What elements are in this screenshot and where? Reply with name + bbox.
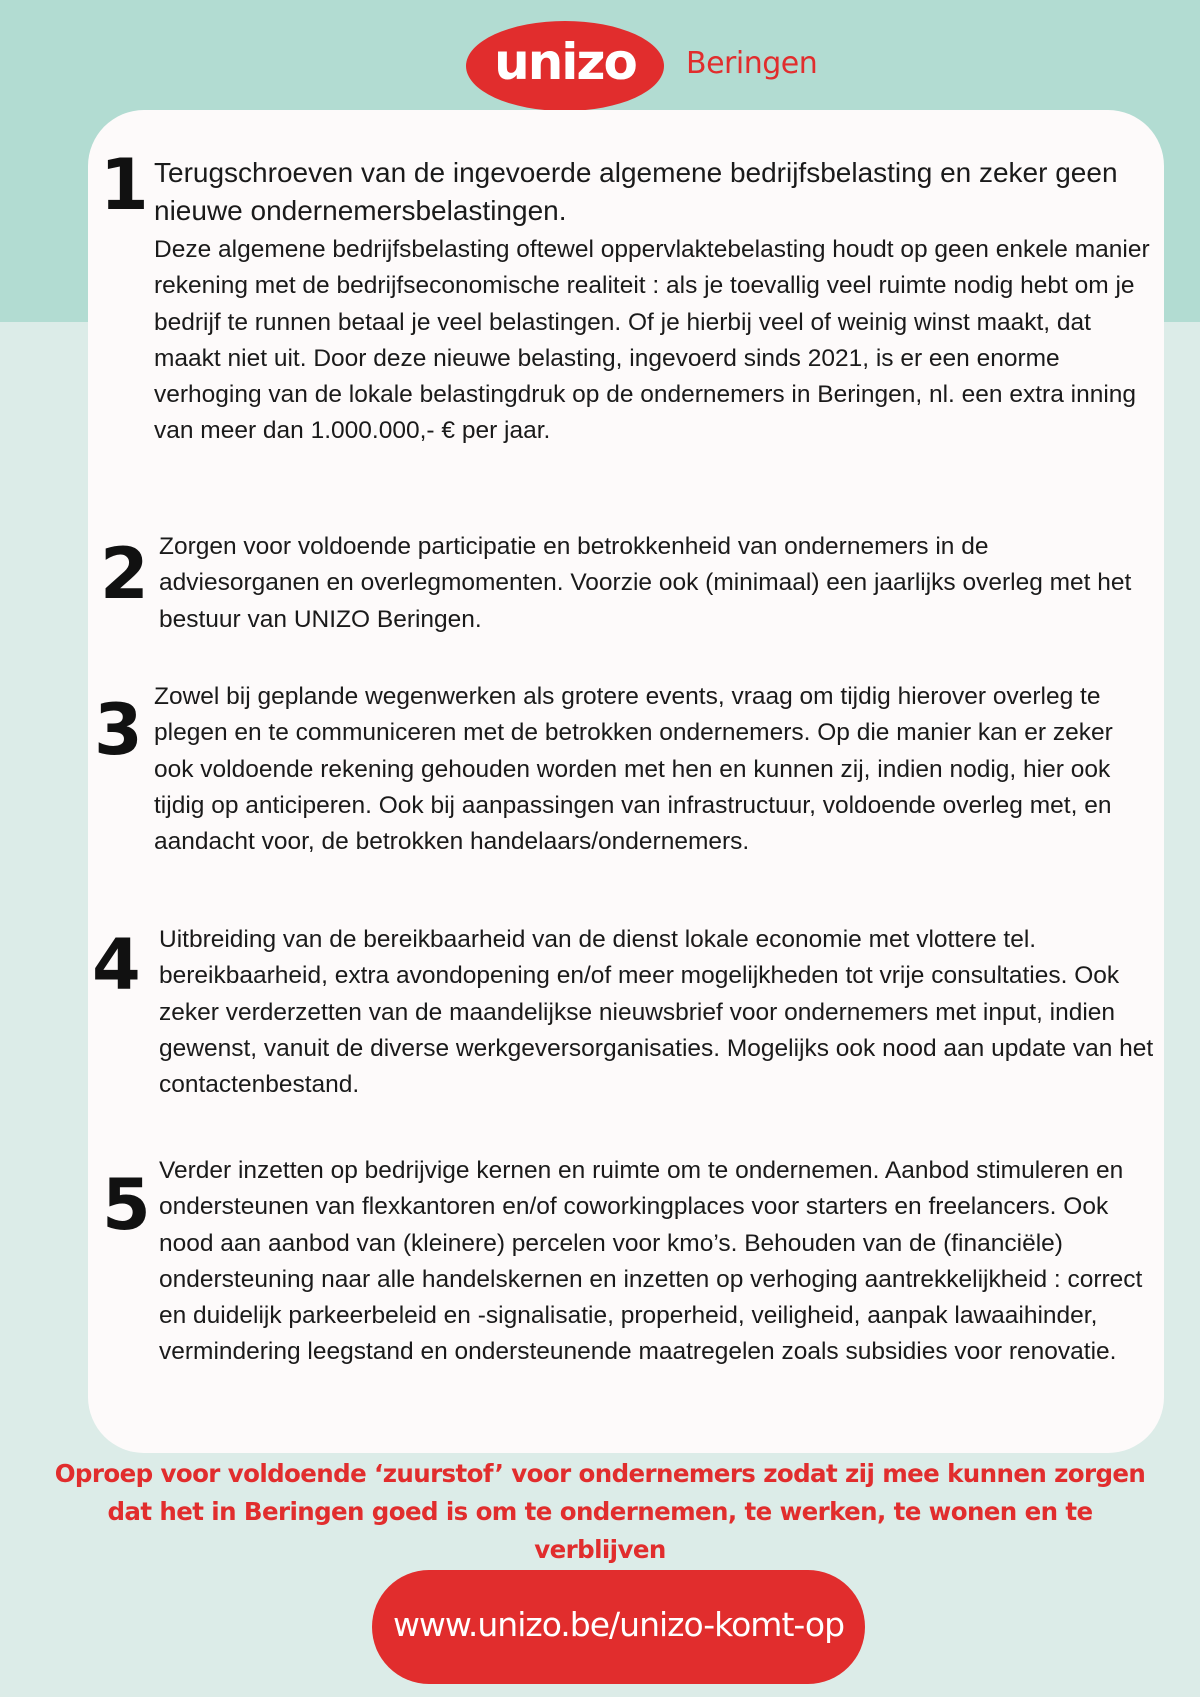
- point-1-body: Deze algemene bedrijfsbelasting oftewel oppervlaktebelasting houdt op geen enkele manier rekening met de bedrijfseconomische realiteit : als je toevallig veel ruimte nodig hebt om je bedrijf te runnen betaal je veel belastingen. Of je hierbij veel of weinig winst maakt, dat maakt niet uit. Door deze nieuwe belasting, ingevoerd sinds 2021, is er een enorme verhoging van de lokale belastingdruk op de ondernemers in Beringen, nl. een extra inning van meer dan 1.000.000,- € per jaar.: [154, 236, 1150, 445]
- point-5-text: Verder inzetten op bedrijvige kernen en ruimte om te ondernemen. Aanbod stimuleren en ondersteunen van flexkantoren en/of coworkingplaces voor starters en freelancers. Ook nood aan aanbod van (kleinere) percelen voor kmo’s. Behouden van de (financiële) ondersteuning naar alle handelskernen en inzetten op verhoging aantrekkelijkheid : correct en duidelijk parkeerbeleid en -signalisatie, properheid, veiligheid, aanpak lawaaihinder, vermindering leegstand en ondersteunende maatregelen zoals subsidies voor renovatie.: [159, 1157, 1143, 1366]
- call-to-action: Oproep voor voldoende ‘zuurstof’ voor ondernemers zodat zij mee kunnen zorgen dat het in Beringen goed is om te ondernemen, te werken, te wonen en te verblijven: [54, 1459, 1146, 1564]
- point-number: 3: [94, 689, 143, 771]
- point-2-text: Zorgen voor voldoende participatie en betrokkenheid van ondernemers in de adviesorganen en overlegmomenten. Voorzie ook (minimaal) een jaarlijks overleg met het bestuur van UNIZO Beringen.: [159, 533, 1132, 633]
- point-4-text: Uitbreiding van de bereikbaarheid van de dienst lokale economie met vlottere tel. bereikbaarheid, extra avondopening en/of meer mogelijkheden tot vrije consultaties. Ook zeker verderzetten van de maandelijkse nieuwsbrief voor ondernemers met input, indien gewenst, vanuit de diverse werkgeversorganisaties. Mogelijks ook nood aan update van het contactenbestand.: [159, 926, 1154, 1099]
- point-number: 1: [100, 144, 149, 226]
- point-1-heading: Terugschroeven van de ingevoerde algemene bedrijfsbelasting en zeker geen nieuwe ondernemersbelastingen.: [154, 157, 1118, 226]
- logo-text: unizo: [494, 33, 636, 91]
- logo-city-label: Beringen: [686, 46, 818, 81]
- unizo-logo: [466, 21, 664, 111]
- point-3-text: Zowel bij geplande wegenwerken als grotere events, vraag om tijdig hierover overleg te plegen en te communiceren met de betrokken ondernemers. Op die manier kan er zeker ook voldoende rekening gehouden worden met hen en kunnen zij, indien nodig, hier ook tijdig op anticiperen. Ook bij aanpassingen van infrastructuur, voldoende overleg met, en aandacht voor, de betrokken handelaars/ondernemers.: [154, 683, 1113, 856]
- website-url: www.unizo.be/unizo-komt-op: [392, 1604, 845, 1644]
- website-link-button[interactable]: [372, 1570, 865, 1684]
- point-number: 4: [92, 924, 141, 1006]
- point-number: 5: [102, 1164, 151, 1246]
- point-1-content: [154, 154, 1160, 450]
- point-number: 2: [100, 533, 149, 615]
